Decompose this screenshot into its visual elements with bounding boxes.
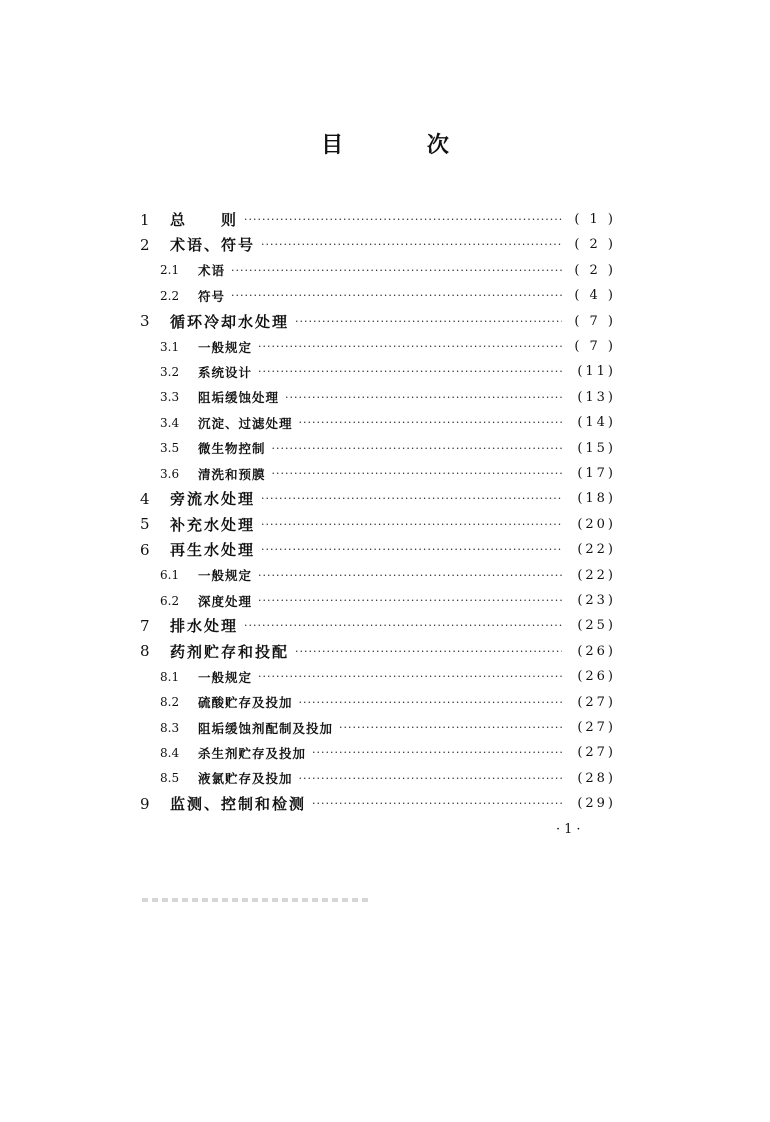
toc-leader-dots [295,645,562,658]
toc-entry-page: (23) [577,593,616,608]
toc-leader-dots [261,518,562,531]
toc-leader-dots [295,315,562,328]
toc-entry [140,613,616,638]
toc-entry-label: 一般规定 [198,339,253,355]
toc-entry [140,791,616,816]
toc-entry-page: (25) [577,618,616,634]
toc-entry-page: ( 1 ) [574,212,616,227]
toc-entry-number: 3.3 [160,390,180,405]
toc-entry-page: (18) [577,491,616,507]
toc-entry-page: (22) [577,567,616,583]
toc-entry-number: 4 [140,489,150,508]
toc-entry-label: 杀生剂贮存及投加 [198,745,307,761]
toc-entry-number: 2.2 [160,288,180,303]
toc-entry [140,690,616,715]
toc-leader-dots [312,797,562,810]
toc-entry-number: 3 [140,312,150,331]
toc-entry-number: 6 [140,540,150,559]
toc-entry-page: (27) [577,745,616,761]
toc-leader-dots [272,467,562,480]
toc-entry-number: 3.6 [160,466,180,481]
toc-leader-dots [285,391,562,404]
toc-entry-label: 阻垢缓蚀剂配制及投加 [198,720,334,736]
toc-entry-number: 1 [140,210,150,229]
toc-leader-dots [258,569,562,582]
toc-leader-dots [258,670,562,683]
toc-leader-dots [244,619,562,632]
toc-entry-page: (29) [577,796,616,812]
toc-entry-page: (17) [577,466,616,481]
toc-entry [140,309,616,334]
toc-entry [140,588,616,613]
toc-entry-label: 液氯贮存及投加 [198,771,293,787]
toc-entry-label: 监测、控制和检测 [170,795,307,814]
page-number: ·1· [556,822,585,837]
toc-entry [140,664,616,689]
toc-entry [140,258,616,283]
toc-leader-dots [312,746,562,759]
toc-entry-label: 术语、符号 [170,236,256,255]
toc-entry-page: (27) [577,720,616,735]
toc-entry [140,436,616,461]
toc-entry-label: 药剂贮存和投配 [170,642,290,661]
toc-leader-dots [258,365,562,378]
toc-entry-label: 循环冷却水处理 [170,312,290,331]
toc-entry-number: 2.1 [160,263,180,278]
toc-entry-page: (22) [577,542,616,558]
toc-leader-dots [261,238,562,251]
toc-entry [140,537,616,562]
toc-entry-label: 沉淀、过滤处理 [198,415,293,431]
toc-leader-dots [261,543,562,556]
toc-entry-number: 8.3 [160,720,180,735]
toc-entry-label: 一般规定 [198,669,253,685]
toc-leader-dots [299,416,562,429]
toc-entry [140,461,616,486]
toc-entry-label: 深度处理 [198,593,253,609]
toc-entry-number: 6.1 [160,568,180,583]
toc-entry-number: 8.2 [160,695,180,710]
toc-entry-number: 7 [140,616,150,635]
toc-entry [140,512,616,537]
toc-leader-dots [244,213,562,226]
toc-entry-number: 3.2 [160,364,180,379]
toc-entry-page: (28) [577,770,616,786]
toc-entry [140,715,616,740]
toc-entry-page: ( 2 ) [574,262,616,278]
toc-entry-number: 8.5 [160,771,180,786]
toc-entry [140,207,616,232]
toc-entry-number: 3.4 [160,415,180,430]
toc-leader-dots [299,696,562,709]
toc-entry-label: 符号 [198,288,226,304]
toc-entry [140,639,616,664]
toc-entry [140,232,616,257]
toc-entry-label: 一般规定 [198,568,253,584]
toc-entry-page: (13) [577,389,616,405]
toc-entry-page: (27) [577,694,616,710]
toc-entry-label: 系统设计 [198,364,253,380]
toc-leader-dots [231,264,562,277]
toc-entry-number: 8.4 [160,745,180,760]
toc-entry-number: 3.5 [160,441,180,456]
toc-entry-page: ( 4 ) [574,288,616,304]
toc-entry-page: (26) [577,669,616,685]
toc-entry-label: 清洗和预膜 [198,466,266,482]
toc-entry [140,334,616,359]
toc-leader-dots [231,289,562,302]
toc-entry-number: 8 [140,642,150,661]
toc-entry-label: 总 则 [170,211,239,229]
toc-entry [140,563,616,588]
toc-leader-dots [339,721,562,734]
toc-entry-label: 再生水处理 [170,541,256,560]
toc-entry-label: 硫酸贮存及投加 [198,695,293,711]
toc-entry-number: 8.1 [160,669,180,684]
toc-leader-dots [258,594,562,607]
scan-artifact [142,898,372,902]
toc-entry [140,410,616,435]
toc-entry-page: (14) [577,415,616,431]
toc-entry-page: (26) [577,643,616,659]
toc-entry-page: ( 7 ) [574,339,616,354]
toc-entry-page: ( 7 ) [574,313,616,329]
toc-entry-label: 微生物控制 [198,441,266,457]
toc-entry [140,385,616,410]
toc-entry-page: ( 2 ) [574,237,616,253]
toc-entry [140,740,616,765]
toc-entry-page: (11) [577,364,616,380]
toc-entry-page: (20) [577,516,616,532]
toc-entry-number: 6.2 [160,593,180,608]
toc-entry-number: 2 [140,235,150,254]
toc-entry-label: 旁流水处理 [170,490,256,509]
toc-leader-dots [272,442,562,455]
toc-entry [140,359,616,384]
toc-leader-dots [261,492,562,505]
page-title: 目 次 [321,132,487,158]
toc-entry [140,766,616,791]
toc-leader-dots [258,340,562,353]
toc-entry-label: 阻垢缓蚀处理 [198,390,280,406]
toc-entry-number: 9 [140,794,150,813]
toc-entry [140,486,616,511]
toc-entry-number: 3.1 [160,339,180,354]
toc-entry-number: 5 [140,515,150,534]
toc-leader-dots [299,772,562,785]
toc-entry [140,283,616,308]
toc-entry-label: 术语 [198,263,226,279]
toc-entry-label: 排水处理 [170,617,239,636]
toc-entry-page: (15) [577,440,616,456]
toc-entry-label: 补充水处理 [170,515,256,534]
